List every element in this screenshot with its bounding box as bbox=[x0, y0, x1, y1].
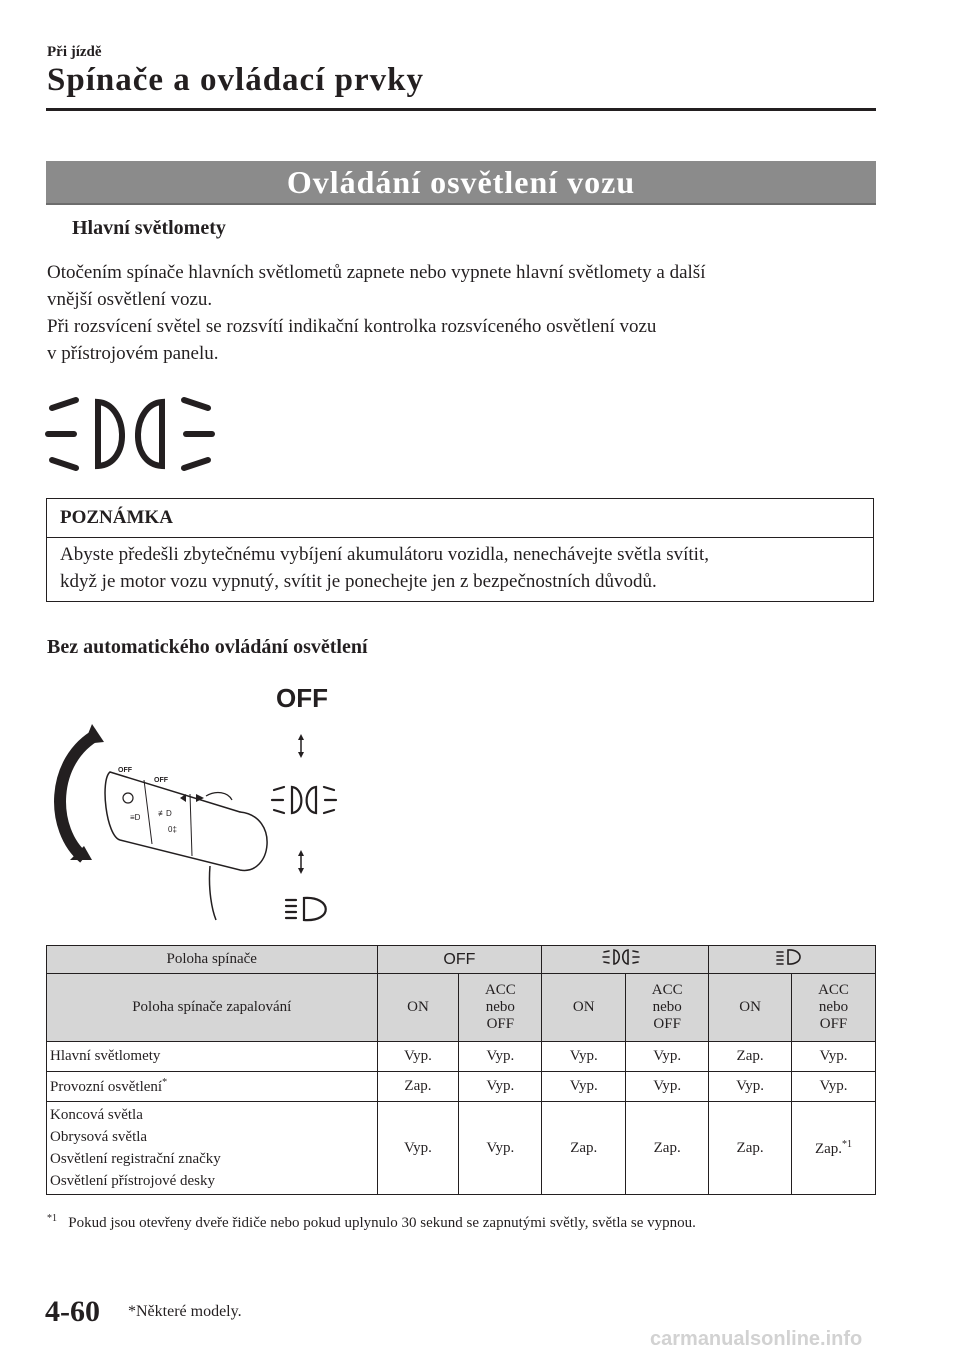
stalk-off-label-2: OFF bbox=[154, 777, 168, 784]
table-cell: Vyp. bbox=[459, 1042, 542, 1072]
row-label: Koncová světla Obrysová světla Osvětlení registrační značky Osvětlení přístrojové desky bbox=[47, 1102, 378, 1195]
ignition-position-label: Poloha spínače zapalování bbox=[47, 974, 378, 1042]
ignition-on: ON bbox=[709, 974, 792, 1042]
table-cell: Vyp. bbox=[626, 1072, 709, 1102]
off-position-label: OFF bbox=[276, 683, 328, 713]
section-banner: Ovládání osvětlení vozu bbox=[46, 161, 876, 205]
page-note: *Některé modely. bbox=[128, 1303, 242, 1320]
subheading: Hlavní světlomety bbox=[72, 217, 226, 239]
table-cell: Vyp. bbox=[792, 1072, 876, 1102]
headlights-icon bbox=[774, 948, 810, 966]
table-row bbox=[47, 1042, 876, 1072]
ignition-acc-off: ACC nebo OFF bbox=[792, 974, 876, 1042]
note-body bbox=[47, 538, 873, 598]
note-title: POZNÁMKA bbox=[47, 499, 873, 538]
stalk-off-label-1: OFF bbox=[118, 767, 132, 774]
light-switch-stalk-diagram bbox=[40, 720, 360, 930]
table-cell: Vyp. bbox=[792, 1042, 876, 1072]
chapter-title: Spínače a ovládací prvky bbox=[47, 62, 424, 98]
table-ignition-row bbox=[47, 974, 876, 1042]
ignition-acc-off: ACC nebo OFF bbox=[626, 974, 709, 1042]
headlights-symbol bbox=[286, 898, 326, 920]
svg-text:≢D: ≢D bbox=[158, 809, 172, 818]
table-cell: Zap.$^{*1}$ bbox=[792, 1102, 876, 1195]
table-row bbox=[47, 1072, 876, 1102]
svg-text:0‡: 0‡ bbox=[168, 825, 177, 834]
note-line: Abyste předešli zbytečnému vybíjení akumulátoru vozidla, nenechávejte světla svítit, bbox=[60, 544, 709, 565]
paragraph-line: Při rozsvícení světel se rozsvítí indikační kontrolka rozsvíceného osvětlení vozu bbox=[47, 316, 657, 337]
parking-lights-symbol bbox=[272, 787, 336, 813]
table-header-row bbox=[47, 946, 876, 974]
position-off: OFF bbox=[377, 946, 542, 974]
breadcrumb: Při jízdě bbox=[47, 44, 102, 60]
table-cell: Zap. bbox=[626, 1102, 709, 1195]
header-rule bbox=[46, 108, 876, 111]
table-row bbox=[47, 1102, 876, 1195]
table-cell: Zap. bbox=[709, 1102, 792, 1195]
table-cell: Zap. bbox=[377, 1072, 459, 1102]
table-cell: Vyp. bbox=[626, 1042, 709, 1072]
table-cell: Vyp. bbox=[459, 1072, 542, 1102]
table-cell: Vyp. bbox=[377, 1102, 459, 1195]
table-cell: Vyp. bbox=[709, 1072, 792, 1102]
table-cell: Zap. bbox=[542, 1102, 626, 1195]
row-label: Provozní osvětlení* bbox=[47, 1072, 378, 1102]
ignition-acc-off: ACC nebo OFF bbox=[459, 974, 542, 1042]
page-number: 4-60 bbox=[45, 1295, 100, 1328]
table-cell: Vyp. bbox=[377, 1042, 459, 1072]
row-label: Hlavní světlomety bbox=[47, 1042, 378, 1072]
subsection-title: Bez automatického ovládání osvětlení bbox=[47, 636, 368, 658]
note-line: když je motor vozu vypnutý, svítit je ponechejte jen z bezpečnostních důvodů. bbox=[60, 571, 657, 592]
table-cell: Vyp. bbox=[542, 1042, 626, 1072]
position-headlights bbox=[709, 946, 876, 974]
table-cell: Zap. bbox=[709, 1042, 792, 1072]
ignition-on: ON bbox=[377, 974, 459, 1042]
position-parking-lights bbox=[542, 946, 709, 974]
table-cell: Vyp. bbox=[542, 1072, 626, 1102]
paragraph-line: v přístrojovém panelu. bbox=[47, 343, 219, 364]
svg-text:≡D: ≡D bbox=[130, 813, 141, 822]
table-cell: Vyp. bbox=[459, 1102, 542, 1195]
paragraph-line: vnější osvětlení vozu. bbox=[47, 289, 213, 310]
paragraph-line: Otočením spínače hlavních světlometů zapnete nebo vypnete hlavní světlomety a další bbox=[47, 262, 706, 283]
watermark: carmanualsonline.info bbox=[650, 1328, 863, 1350]
parking-lights-icon bbox=[602, 948, 648, 966]
note-box bbox=[46, 498, 874, 602]
headlight-indicator-icon bbox=[40, 392, 220, 474]
footnote: $^{*1}$ Pokud jsou otevřeny dveře řidiče nebo pokud uplynulo 30 sekund se zapnutými světly, světla se vypnou. bbox=[47, 1213, 696, 1231]
ignition-on: ON bbox=[542, 974, 626, 1042]
switch-position-label: Poloha spínače bbox=[47, 946, 378, 974]
light-switch-table bbox=[46, 945, 876, 1195]
